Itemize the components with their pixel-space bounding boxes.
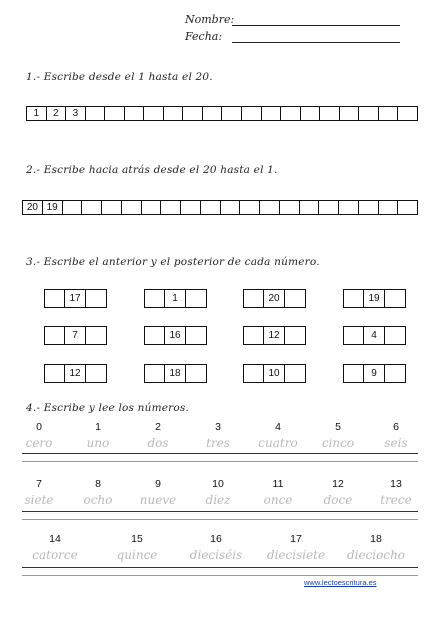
- after-number-box[interactable]: [186, 326, 207, 345]
- neighbor-triple: [243, 326, 306, 345]
- given-number-box: 12: [264, 326, 285, 345]
- number-digit: 5: [335, 421, 341, 433]
- exercise1-title: 1.- Escribe desde el 1 hasta el 20.: [26, 71, 213, 83]
- neighbor-triple: [144, 326, 207, 345]
- number-word: diecisiete: [266, 548, 326, 562]
- given-number-box: 19: [364, 289, 385, 308]
- count-strip-forward: [26, 106, 418, 121]
- number-digit: 1: [95, 421, 101, 433]
- number-digit: 12: [332, 478, 344, 490]
- number-word: cinco: [321, 436, 355, 450]
- neighbor-triple: [243, 364, 306, 383]
- neighbor-triple: [343, 289, 406, 308]
- neighbor-triple: [44, 289, 107, 308]
- given-number-box: 12: [65, 364, 86, 383]
- number-word: dieciocho: [346, 548, 406, 562]
- count-cell[interactable]: [319, 201, 339, 214]
- number-word: nueve: [139, 493, 177, 507]
- count-cell[interactable]: [301, 107, 321, 120]
- before-number-box[interactable]: [243, 289, 264, 308]
- after-number-box[interactable]: [86, 326, 107, 345]
- count-cell[interactable]: [183, 107, 203, 120]
- count-cell[interactable]: [221, 201, 241, 214]
- count-cell[interactable]: [82, 201, 102, 214]
- given-number-box: 16: [165, 326, 186, 345]
- neighbor-triple: [44, 364, 107, 383]
- count-cell[interactable]: [161, 201, 181, 214]
- after-number-box[interactable]: [86, 364, 107, 383]
- neighbor-triple: [343, 364, 406, 383]
- after-number-box[interactable]: [186, 289, 207, 308]
- number-digit: 13: [390, 478, 402, 490]
- number-word: cero: [25, 436, 53, 450]
- count-cell[interactable]: [398, 107, 417, 120]
- number-word: dieciséis: [189, 548, 243, 562]
- count-cell[interactable]: [340, 107, 360, 120]
- after-number-box[interactable]: [285, 326, 306, 345]
- number-word: doce: [323, 493, 353, 507]
- count-cell[interactable]: [320, 107, 340, 120]
- before-number-box[interactable]: [343, 326, 364, 345]
- given-number-box: 7: [65, 326, 86, 345]
- number-word: seis: [384, 436, 408, 450]
- number-word: dos: [147, 436, 169, 450]
- number-word: catorce: [32, 548, 78, 562]
- count-cell[interactable]: [281, 107, 301, 120]
- count-cell[interactable]: [63, 201, 83, 214]
- number-digit: 10: [212, 478, 224, 490]
- count-cell[interactable]: [203, 107, 223, 120]
- neighbor-triple: [343, 326, 406, 345]
- after-number-box[interactable]: [385, 289, 406, 308]
- writing-rule: [22, 511, 418, 512]
- before-number-box[interactable]: [243, 364, 264, 383]
- count-cell[interactable]: [144, 107, 164, 120]
- number-word: diez: [205, 493, 231, 507]
- before-number-box[interactable]: [144, 364, 165, 383]
- writing-rule: [22, 575, 418, 576]
- count-cell[interactable]: [262, 107, 282, 120]
- before-number-box[interactable]: [343, 364, 364, 383]
- number-word: trece: [380, 493, 412, 507]
- number-word: tres: [206, 436, 230, 450]
- writing-rule: [22, 567, 418, 568]
- count-cell[interactable]: [240, 201, 260, 214]
- given-number-box: 20: [264, 289, 285, 308]
- neighbor-triple: [144, 364, 207, 383]
- count-cell[interactable]: [339, 201, 359, 214]
- count-cell[interactable]: [359, 107, 379, 120]
- count-cell[interactable]: 3: [66, 107, 86, 120]
- count-cell[interactable]: [142, 201, 162, 214]
- count-cell[interactable]: [379, 201, 399, 214]
- before-number-box[interactable]: [243, 326, 264, 345]
- after-number-box[interactable]: [285, 289, 306, 308]
- count-cell[interactable]: [379, 107, 399, 120]
- count-cell[interactable]: [398, 201, 417, 214]
- count-cell[interactable]: 20: [23, 201, 43, 214]
- exercise4-title: 4.- Escribe y lee los números.: [26, 402, 190, 414]
- number-word: quince: [116, 548, 158, 562]
- number-digit: 4: [275, 421, 281, 433]
- given-number-box: 18: [165, 364, 186, 383]
- before-number-box[interactable]: [44, 326, 65, 345]
- count-cell[interactable]: 19: [43, 201, 63, 214]
- given-number-box: 9: [364, 364, 385, 383]
- given-number-box: 1: [165, 289, 186, 308]
- number-digit: 18: [370, 533, 382, 545]
- exercise2-title: 2.- Escribe hacia atrás desde el 20 hasta el 1.: [26, 164, 278, 176]
- number-digit: 9: [155, 478, 161, 490]
- count-cell[interactable]: [105, 107, 125, 120]
- before-number-box[interactable]: [144, 289, 165, 308]
- given-number-box: 4: [364, 326, 385, 345]
- count-cell[interactable]: [222, 107, 242, 120]
- date-line[interactable]: [232, 42, 400, 43]
- writing-rule: [22, 461, 418, 462]
- given-number-box: 10: [264, 364, 285, 383]
- count-cell[interactable]: [300, 201, 320, 214]
- neighbor-triple: [144, 289, 207, 308]
- date-label: Fecha:: [185, 30, 223, 43]
- before-number-box[interactable]: [144, 326, 165, 345]
- writing-rule: [22, 453, 418, 454]
- number-digit: 17: [290, 533, 302, 545]
- number-digit: 8: [95, 478, 101, 490]
- count-cell[interactable]: [122, 201, 142, 214]
- count-strip-backward: [22, 200, 418, 215]
- count-cell[interactable]: [86, 107, 106, 120]
- number-digit: 16: [210, 533, 222, 545]
- after-number-box[interactable]: [385, 326, 406, 345]
- number-digit: 3: [215, 421, 221, 433]
- number-digit: 0: [36, 421, 42, 433]
- count-cell[interactable]: [201, 201, 221, 214]
- number-digit: 15: [131, 533, 143, 545]
- given-number-box: 17: [65, 289, 86, 308]
- before-number-box[interactable]: [343, 289, 364, 308]
- count-cell[interactable]: [181, 201, 201, 214]
- count-cell[interactable]: [280, 201, 300, 214]
- after-number-box[interactable]: [385, 364, 406, 383]
- number-digit: 2: [155, 421, 161, 433]
- number-word: ocho: [83, 493, 113, 507]
- footer-link[interactable]: www.lectoescritura.es: [304, 578, 377, 587]
- number-digit: 6: [393, 421, 399, 433]
- name-line[interactable]: [232, 25, 400, 26]
- number-digit: 14: [49, 533, 61, 545]
- neighbor-triple: [243, 289, 306, 308]
- before-number-box[interactable]: [44, 364, 65, 383]
- number-word: siete: [24, 493, 54, 507]
- after-number-box[interactable]: [285, 364, 306, 383]
- count-cell[interactable]: [242, 107, 262, 120]
- name-label: Nombre:: [185, 13, 235, 26]
- after-number-box[interactable]: [186, 364, 207, 383]
- count-cell[interactable]: [125, 107, 145, 120]
- writing-rule: [22, 519, 418, 520]
- before-number-box[interactable]: [44, 289, 65, 308]
- after-number-box[interactable]: [86, 289, 107, 308]
- count-cell[interactable]: [102, 201, 122, 214]
- number-word: cuatro: [258, 436, 298, 450]
- number-digit: 7: [36, 478, 42, 490]
- number-word: once: [263, 493, 293, 507]
- count-cell[interactable]: [359, 201, 379, 214]
- number-digit: 11: [272, 478, 284, 490]
- number-word: uno: [86, 436, 110, 450]
- exercise3-title: 3.- Escribe el anterior y el posterior de cada número.: [26, 256, 320, 268]
- count-cell[interactable]: [164, 107, 184, 120]
- count-cell[interactable]: 1: [27, 107, 47, 120]
- count-cell[interactable]: 2: [47, 107, 67, 120]
- neighbor-triple: [44, 326, 107, 345]
- count-cell[interactable]: [260, 201, 280, 214]
